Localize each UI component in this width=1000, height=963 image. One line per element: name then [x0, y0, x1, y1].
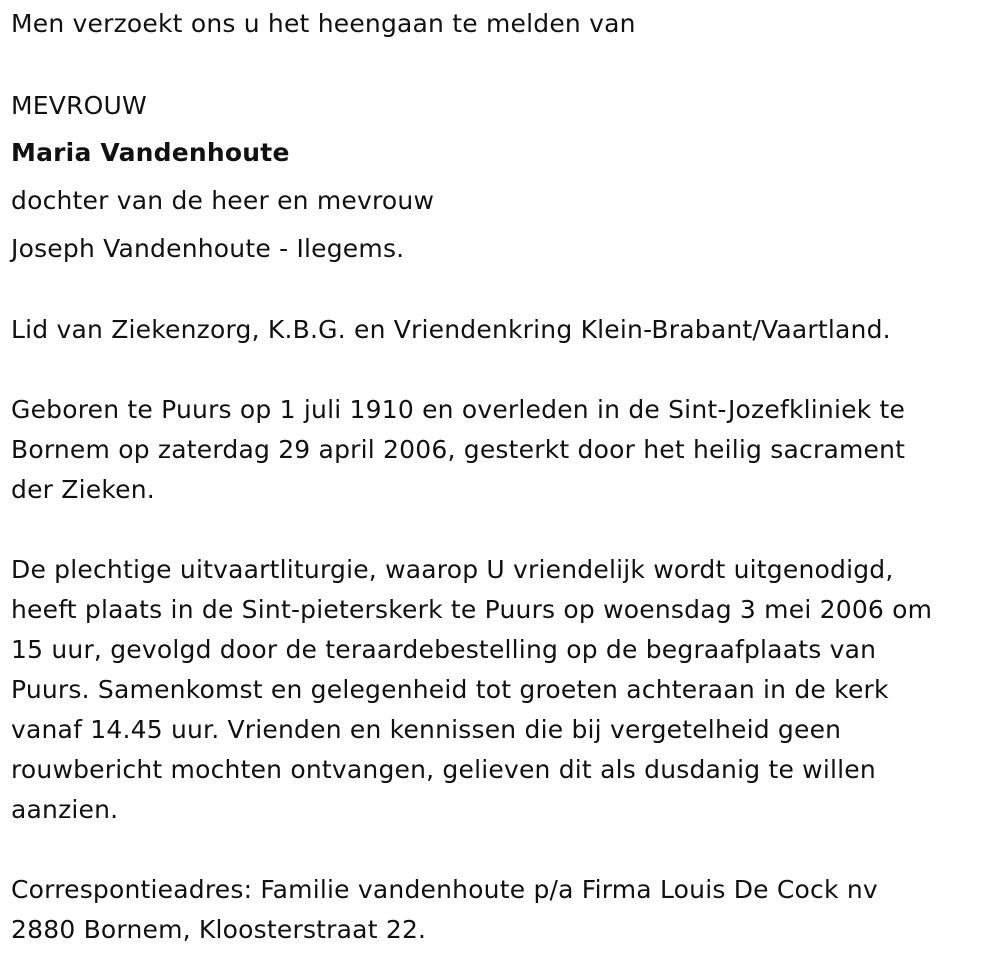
funeral-line: rouwbericht mochten ontvangen, gelieven dit als dusdanig te willen: [11, 755, 876, 784]
funeral-line: heeft plaats in de Sint-pieterskerk te Puurs op woensdag 3 mei 2006 om: [11, 595, 933, 624]
membership-text: Lid van Ziekenzorg, K.B.G. en Vriendenkring Klein-Brabant/Vaartland.: [11, 315, 891, 344]
deceased-name: Maria Vandenhoute: [11, 138, 290, 167]
funeral-line: 15 uur, gevolgd door de teraardebestelling op de begraafplaats van: [11, 635, 877, 664]
relation-line-2: Joseph Vandenhoute - Ilegems.: [11, 234, 405, 263]
birth-death-line: der Zieken.: [11, 475, 155, 504]
funeral-line: Puurs. Samenkomst en gelegenheid tot groeten achteraan in de kerk: [11, 675, 889, 704]
funeral-line: De plechtige uitvaartliturgie, waarop U vriendelijk wordt uitgenodigd,: [11, 555, 894, 584]
birth-death-line: Bornem op zaterdag 29 april 2006, gesterkt door het heilig sacrament: [11, 435, 906, 464]
correspondence-line: Correspontieadres: Familie vandenhoute p/a Firma Louis De Cock nv: [11, 875, 878, 904]
intro-text: Men verzoekt ons u het heengaan te melden van: [11, 9, 636, 38]
funeral-line: aanzien.: [11, 795, 119, 824]
relation-line-1: dochter van de heer en mevrouw: [11, 186, 435, 215]
correspondence-line: 2880 Bornem, Kloosterstraat 22.: [11, 915, 427, 944]
birth-death-line: Geboren te Puurs op 1 juli 1910 en overleden in de Sint-Jozefkliniek te: [11, 395, 906, 424]
salutation: MEVROUW: [11, 91, 147, 120]
funeral-line: vanaf 14.45 uur. Vrienden en kennissen die bij vergetelheid geen: [11, 715, 842, 744]
